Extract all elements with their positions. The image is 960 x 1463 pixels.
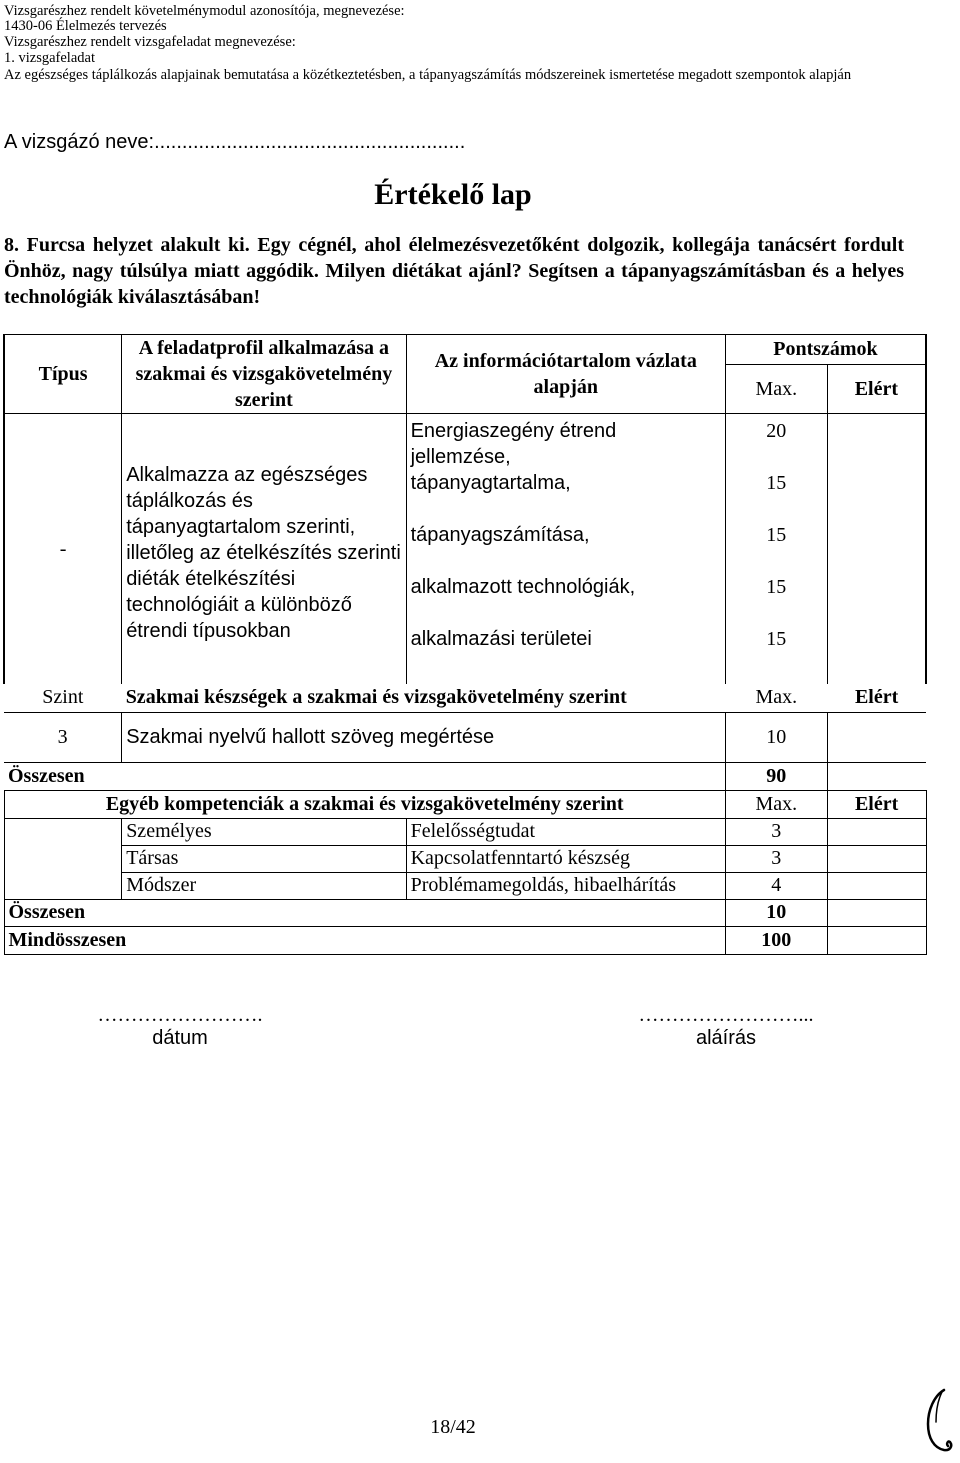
other-type-1: Személyes xyxy=(122,818,406,845)
other-empty-cell xyxy=(4,872,122,899)
other-achieved-header: Elért xyxy=(827,790,926,818)
max-value-1: 20 xyxy=(766,420,787,442)
other-achieved-1[interactable] xyxy=(827,818,926,845)
row-achieved-cell[interactable] xyxy=(827,414,926,685)
max-value-2: 15 xyxy=(766,472,787,494)
header-task-name: Az egészséges táplálkozás alapjainak bemutatása a közétkeztetésben, a tápanyagszámítás módszereinek ismertetése megadott szempontok alapján xyxy=(4,67,852,83)
other-empty-cell xyxy=(4,818,122,845)
col-header-type: Típus xyxy=(4,335,122,414)
header-task-label: Vizsgarészhez rendelt vizsgafeladat megnevezése: xyxy=(4,34,296,50)
date-dots: ……………………. xyxy=(97,1004,263,1026)
signature-label: aláírás xyxy=(695,1027,757,1049)
row-max-values xyxy=(725,414,827,685)
info-item-5: alkalmazási területei xyxy=(410,628,592,650)
total1-max: 90 xyxy=(725,762,827,790)
other-label-2: Kapcsolatfenntartó készség xyxy=(406,845,725,872)
date-label: dátum xyxy=(152,1027,208,1049)
page-number: 18/42 xyxy=(430,1416,476,1438)
col-header-max: Max. xyxy=(725,365,827,414)
other-label-1: Felelősségtudat xyxy=(406,818,725,845)
examinee-name-line: A vizsgázó neve:........................................................ xyxy=(4,131,466,153)
col-header-info: Az információtartalom vázlata alapján xyxy=(406,335,725,414)
other-type-3: Módszer xyxy=(122,872,406,899)
other-max-1: 3 xyxy=(725,818,827,845)
header-module-name: 1430-06 Élelmezés tervezés xyxy=(4,18,167,34)
grand-total-achieved-cell[interactable] xyxy=(827,926,926,954)
skills-max: 10 xyxy=(725,712,827,762)
col-header-achieved: Elért xyxy=(827,365,926,414)
col-header-points: Pontszámok xyxy=(725,335,926,365)
info-item-4: alkalmazott technológiák, xyxy=(410,576,636,598)
signature-dots: ……………………... xyxy=(638,1004,814,1026)
other-type-2: Társas xyxy=(122,845,406,872)
total1-achieved-cell[interactable] xyxy=(827,762,926,790)
other-max-3: 4 xyxy=(725,872,827,899)
header-module-label: Vizsgarészhez rendelt követelménymodul azonosítója, megnevezése: xyxy=(4,3,405,19)
info-item-3: tápanyagszámítása, xyxy=(410,524,590,546)
max-value-3: 15 xyxy=(766,524,787,546)
max-value-5: 15 xyxy=(766,628,787,650)
header-task-number: 1. vizsgafeladat xyxy=(4,50,95,66)
other-achieved-3[interactable] xyxy=(827,872,926,899)
other-header: Egyéb kompetenciák a szakmai és vizsgakövetelmény szerint xyxy=(4,790,725,818)
task-description: 8. Furcsa helyzet alakult ki. Egy cégnél, ahol élelmezésvezetőként dolgozik, kollegája tanácsért fordult Önhöz, nagy túlsúlya miatt aggódik. Milyen diétákat ajánl? Segítsen a tápanyagszámításban és a helyes technológiák kiválasztásában! xyxy=(4,234,904,308)
evaluation-table xyxy=(3,334,927,955)
max-value-4: 15 xyxy=(766,576,787,598)
other-max-header: Max. xyxy=(725,790,827,818)
total1-label: Összesen xyxy=(4,762,725,790)
total2-label: Összesen xyxy=(4,899,725,926)
skills-level-header: Szint xyxy=(4,684,122,712)
skills-label: Szakmai nyelvű hallott szöveg megértése xyxy=(122,712,726,762)
grand-total-max: 100 xyxy=(725,926,827,954)
skills-max-header: Max. xyxy=(725,684,827,712)
skills-level: 3 xyxy=(4,712,122,762)
info-item-1: Energiaszegény étrend jellemzése, xyxy=(410,420,617,468)
skills-achieved-header: Elért xyxy=(827,684,926,712)
total2-achieved-cell[interactable] xyxy=(827,899,926,926)
date-signature-block xyxy=(40,1004,320,1050)
info-item-2: tápanyagtartalma, xyxy=(410,472,571,494)
row-info-items xyxy=(406,414,725,685)
col-header-profile: A feladatprofil alkalmazása a szakmai és vizsgakövetelmény szerint xyxy=(122,335,406,414)
grand-total-label: Mindösszesen xyxy=(4,926,725,954)
other-achieved-2[interactable] xyxy=(827,845,926,872)
page-title: Értékelő lap xyxy=(374,178,532,211)
skills-achieved-cell[interactable] xyxy=(827,712,926,762)
signature-block xyxy=(576,1004,876,1050)
other-max-2: 3 xyxy=(725,845,827,872)
other-empty-cell xyxy=(4,845,122,872)
row-profile: Alkalmazza az egészséges táplálkozás és tápanyagtartalom szerinti, illetőleg az ételkészítés szerinti diéták ételkészítési technológiáit a különböző étrendi típusokban xyxy=(122,414,406,685)
total2-max: 10 xyxy=(725,899,827,926)
publisher-logo-icon xyxy=(920,1386,956,1456)
other-label-3: Problémamegoldás, hibaelhárítás xyxy=(406,872,725,899)
row-type: - xyxy=(4,414,122,685)
skills-header: Szakmai készségek a szakmai és vizsgakövetelmény szerint xyxy=(122,684,726,712)
